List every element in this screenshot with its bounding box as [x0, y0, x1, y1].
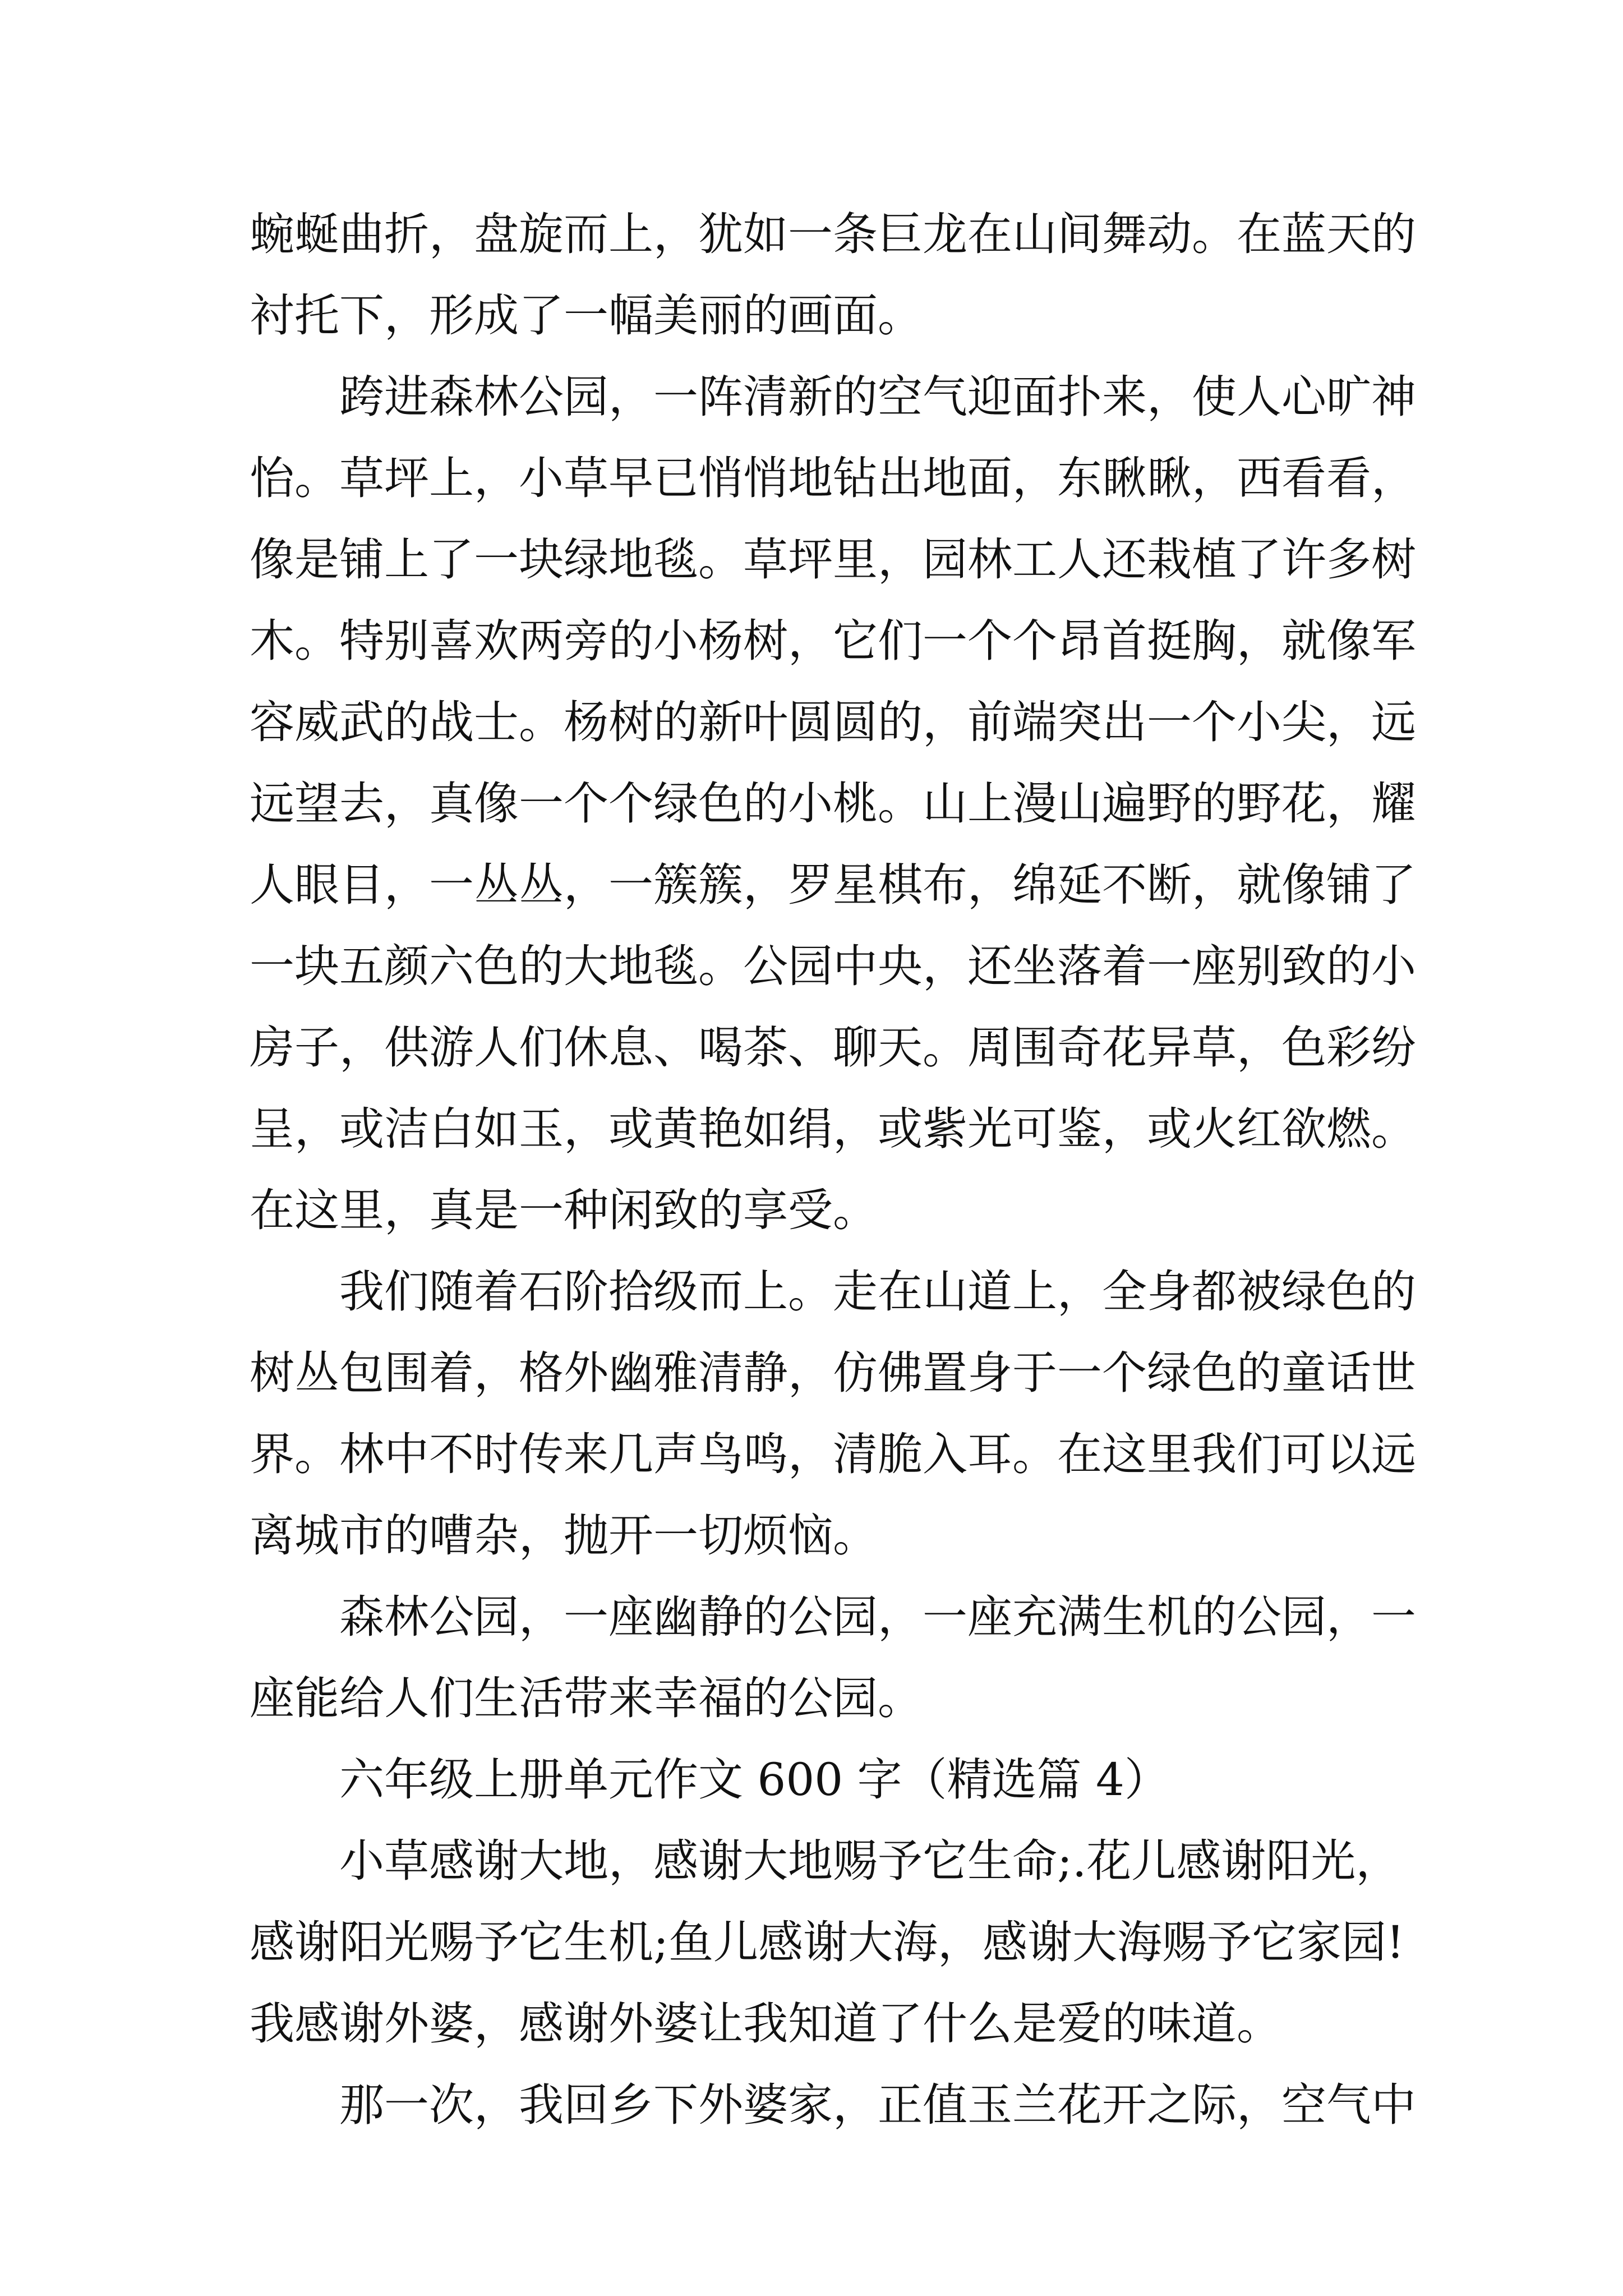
paragraph: [250, 194, 1416, 356]
text-line: 蜿蜒曲折，盘旋而上，犹如一条巨龙在山间舞动。在蓝天的: [250, 208, 1416, 260]
text-line: 那一次，我回乡下外婆家，正值玉兰花开之际，空气中: [250, 2079, 1416, 2131]
text-line: 人眼目，一丛丛，一簇簇，罗星棋布，绵延不断，就像铺了: [250, 859, 1416, 911]
paragraph: [250, 356, 1416, 1251]
section-heading: [250, 1739, 1399, 1820]
text-line: 离城市的嘈杂，抛开一切烦恼。: [250, 1510, 878, 1562]
text-line: 呈，或洁白如玉，或黄艳如绢，或紫光可鉴，或火红欲燃。: [250, 1103, 1416, 1155]
text-line: 感谢阳光赐予它生机;鱼儿感谢大海，感谢大海赐予它家园!: [250, 1916, 1405, 1968]
paragraph: [250, 1820, 1405, 2064]
text-line: 房子，供游人们休息、喝茶、聊天。周围奇花异草，色彩纷: [250, 1022, 1416, 1074]
text-line: 座能给人们生活带来幸福的公园。: [250, 1672, 923, 1724]
text-line: 木。特别喜欢两旁的小杨树，它们一个个昂首挺胸，就像军: [250, 615, 1416, 667]
text-line: 界。林中不时传来几声鸟鸣，清脆入耳。在这里我们可以远: [250, 1428, 1416, 1480]
text-line: 森林公园，一座幽静的公园，一座充满生机的公园，一: [250, 1591, 1416, 1643]
heading-line: 六年级上册单元作文 600 字（精选篇 4）: [250, 1754, 1169, 1806]
text-line: 跨进森林公园，一阵清新的空气迎面扑来，使人心旷神: [250, 371, 1416, 423]
paragraph: [250, 1251, 1416, 1576]
paragraph: [250, 2064, 1416, 2146]
text-line: 衬托下，形成了一幅美丽的画面。: [250, 289, 923, 342]
text-line: 小草感谢大地，感谢大地赐予它生命;.花儿感谢阳光，: [250, 1835, 1401, 1887]
text-line: 在这里，真是一种闲致的享受。: [250, 1184, 878, 1236]
paragraph: [250, 1576, 1416, 1739]
text-line: 我感谢外婆，感谢外婆让我知道了什么是爱的味道。: [250, 1998, 1281, 2050]
text-line: 我们随着石阶拾级而上。走在山道上，全身都被绿色的: [250, 1266, 1416, 1318]
text-line: 容威武的战士。杨树的新叶圆圆的，前端突出一个小尖，远: [250, 696, 1416, 748]
text-line: 树丛包围着，格外幽雅清静，仿佛置身于一个绿色的童话世: [250, 1347, 1416, 1399]
document-body: [250, 194, 1416, 2146]
text-line: 远望去，真像一个个绿色的小桃。山上漫山遍野的野花，耀: [250, 777, 1416, 830]
text-line: 一块五颜六色的大地毯。公园中央，还坐落着一座别致的小: [250, 940, 1416, 992]
text-line: 像是铺上了一块绿地毯。草坪里，园林工人还栽植了许多树: [250, 533, 1416, 586]
text-line: 怡。草坪上，小草早已悄悄地钻出地面，东瞅瞅，西看看，: [250, 452, 1416, 504]
